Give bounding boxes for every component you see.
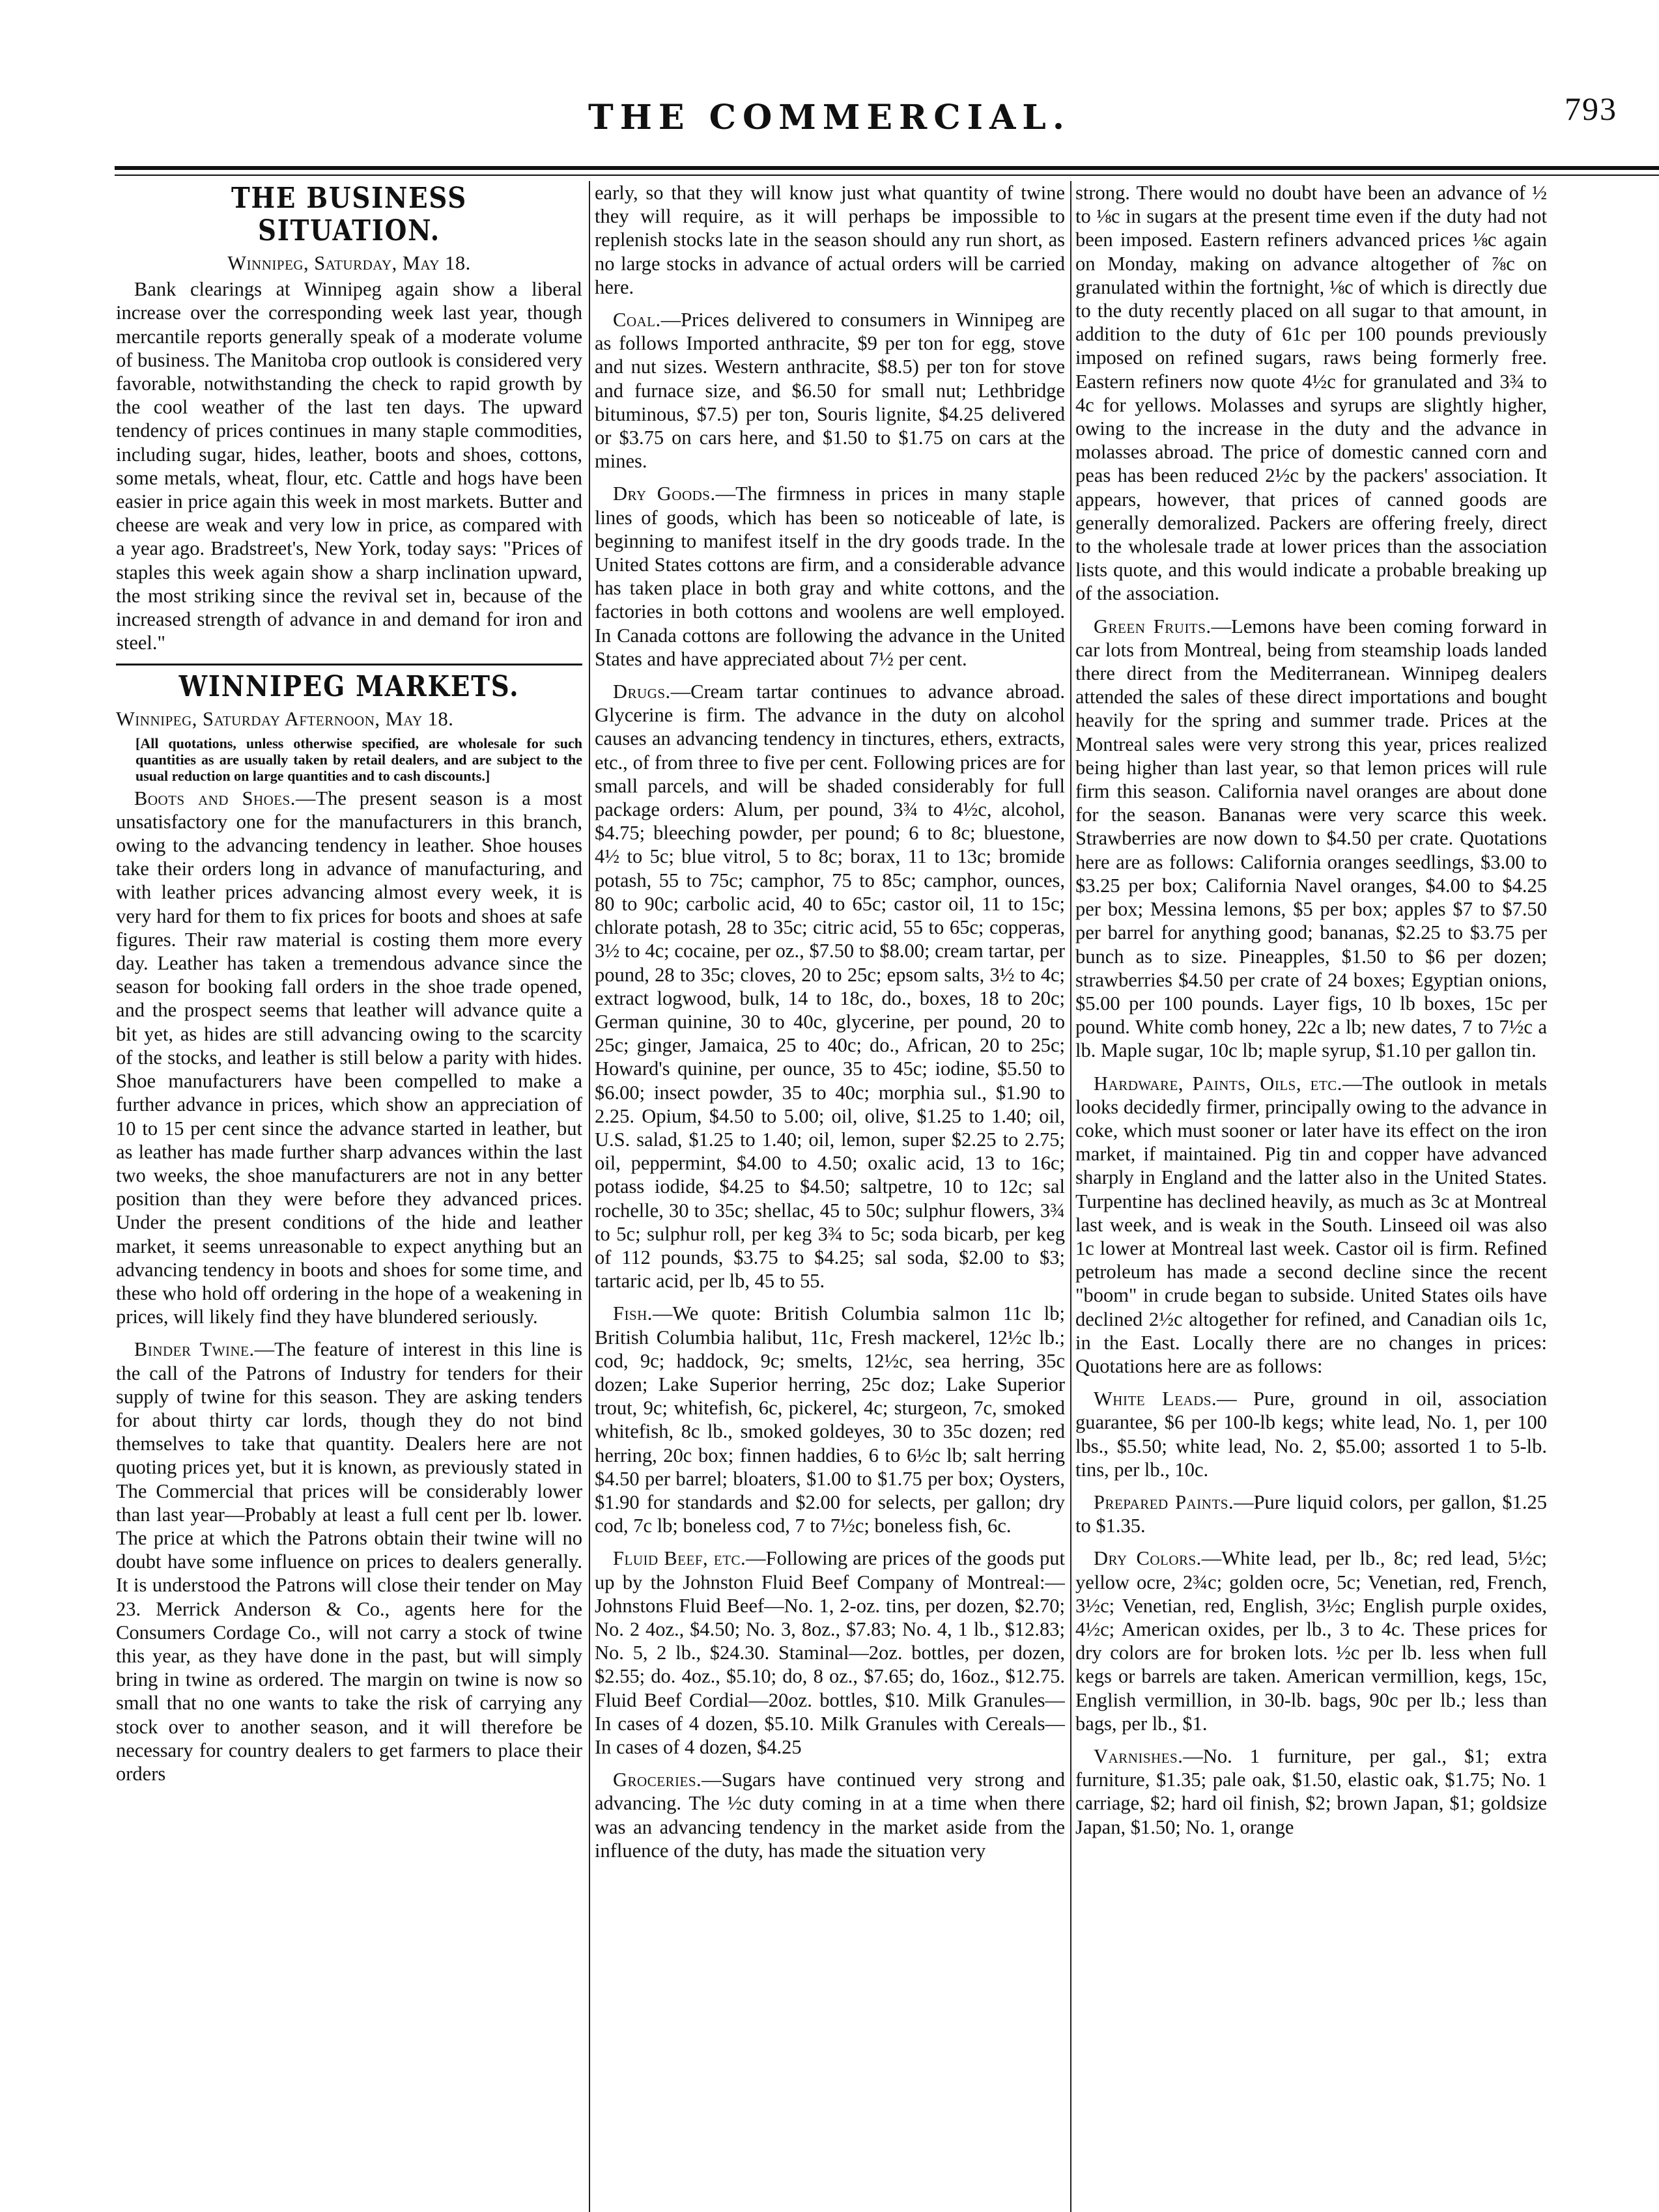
masthead-rule	[115, 166, 1659, 170]
masthead	[0, 91, 1659, 143]
section-heading: WINNIPEG MARKETS.	[178, 670, 520, 704]
market-item	[595, 1302, 1065, 1537]
dateline: Winnipeg, Saturday, May 18.	[227, 252, 471, 274]
item-label: Binder Twine.	[134, 1338, 255, 1361]
market-item	[1075, 1491, 1547, 1537]
item-text: —Pure liquid colors, per gallon, $1.25 to $1.35.	[1075, 1491, 1547, 1537]
item-label: Prepared Paints.	[1094, 1491, 1234, 1513]
article-paragraph: Bank clearings at Winnipeg again show a liberal increase over the corresponding week last year, though mercantile reports generally speak of a moderate volume of business. The Manitoba crop outlook is considered very favorable, notwithstanding the check to rapid growth by the cool weather of the last ten days. The upward tendency of prices continues in many staple commodities, including sugar, hides, leather, boots and shoes, cottons, some metals, wheat, flour, etc. Cattle and hogs have been easier in price again this week in most markets. Butter and cheese are weak and very low in price, as compared with a year ago. Bradstreet's, New York, today says: "Prices of staples this week again show a sharp inclination upward, the most striking since the revival set in, because of the increased strength of advance in and demand for iron and steel."	[116, 278, 582, 654]
item-text: —The firmness in prices in many staple lines of goods, which has been so noticeable of late, is beginning to manifest itself in the dry goods trade. In the United States cottons are firm, and a considerable advance has taken place in both gray and white cottons, and the factories in both cottons and woolens are well employed. In Canada cottons are following the advance in the United States and have appreciated about 7½ per cent.	[595, 483, 1065, 670]
item-text: —Cream tartar continues to advance abroad. Glycerine is firm. The advance in the duty on alcohol causes an advancing tendency in tinctures, ethers, extracts, etc., of from three to five per cent. Following prices are for small parcels, and will be shaded considerably for full package orders: Alum, per pound, 3¾ to 4½c, alcohol, $4.75; bleeching powder, per pound; 6 to 8c; bluestone, 4½ to 5c; blue vitrol, 5 to 8c; borax, 11 to 13c; bromide potash, 55 to 75c; camphor, 75 to 85c; camphor, ounces, 80 to 90c; carbolic acid, 40 to 65c; castor oil, 11 to 15c; chlorate potash, 28 to 35c; citric acid, 55 to 65c; copperas, 3½ to 4c; cocaine, per oz., $7.50 to $8.00; cream tartar, per pound, 28 to 35c; cloves, 20 to 25c; epsom salts, 3½ to 4c; extract logwood, bulk, 14 to 18c, do., boxes, 18 to 20c; German quinine, 30 to 40c, glycerine, per pound, 20 to 25c; ginger, Jamaica, 25 to 40c; do., African, 20 to 25c; Howard's quinine, per ounce, 35 to 45c; iodine, $5.50 to $6.00; insect powder, 35 to 40c; morphia sul., $1.90 to 2.25. Opium, $4.50 to 5.00; oil, olive, $1.25 to 1.40; oil, U.S. salad, $1.25 to 1.40; oil, lemon, super $2.25 to 2.75; oil, peppermint, $4.00 to 4.50; oxalic acid, 13 to 16c; potass iodide, $4.25 to $4.50; saltpetre, 10 to 12c; sal rochelle, 30 to 35c; shellac, 45 to 50c; sulphur flowers, 3¾ to 5c; sulphur roll, per keg 3¾ to 5c; soda bicarb, per keg of 112 pounds, $3.75 to $4.25; sal soda, $2.00 to $3; tartaric acid, per lb, 45 to 55.	[595, 680, 1065, 1293]
item-label: Groceries.	[613, 1769, 702, 1791]
market-item	[595, 1768, 1065, 1862]
item-text: —The present season is a most unsatisfactory one for the manufacturers in this branch, owing to the advancing tendency in leather. Shoe houses take their orders long in advance of manufacturing, and with leather prices advancing almost every week, it is very hard for them to fix prices for boots and shoes at safe figures. Their raw material is costing them more every day. Leather has taken a tremendous advance since the season for booking fall orders in the shoe trade opened, and the prospect seems that leather will advance quite a bit yet, as hides are still advancing owing to the scarcity of the stocks, and leather is still below a parity with hides. Shoe manufacturers have been compelled to make a further advance in prices, which show an appreciation of 10 to 15 per cent since the advance started in leather, but as leather has made further sharp advances within the last two weeks, the shoe manufacturers are not in any better position than they were before they advanced prices. Under the present conditions of the hide and leather market, it seems unreasonable to expect anything but an advancing tendency in boots and shoes for some time, and these who hold off ordering in the hope of a weakening in prices, will likely find they have blundered seriously.	[116, 787, 582, 1328]
item-label: Drugs.	[613, 680, 671, 703]
item-label: Fluid Beef, etc.	[613, 1547, 746, 1570]
market-item	[1075, 1072, 1547, 1379]
item-text: —Lemons have been coming forward in car lots from Montreal, being from steamship loads landed there direct from the Mediterranean. Winnipeg dealers attended the sales of these direct importations and bought heavily for the spring and summer trade. Prices at the Montreal sales were very strong this year, prices realized being higher than last year, so that lemon prices will rule firm this season. California navel oranges are about done for the season. Bananas were very scarce this week. Strawberries are now down to $4.50 per crate. Quotations here are as follows: California oranges seedlings, $3.00 to $3.25 per box; California Navel oranges, $4.00 to $4.25 per box; Messina lemons, $5 per box; apples $7 to $7.50 per barrel for anything good; bananas, $2.25 to $3.75 per bunch as to size. Pineapples, $1.50 to $6 per dozen; strawberries $4.50 per crate of 24 boxes; Egyptian onions, $5.00 per 100 pounds. Layer figs, 10 lb boxes, 15c per pound. White comb honey, 22c a lb; new dates, 7 to 7½c a lb. Maple sugar, 10c lb; maple syrup, $1.10 per gallon tin.	[1075, 615, 1547, 1062]
market-item	[595, 680, 1065, 1293]
market-item	[595, 308, 1065, 473]
market-item	[1075, 615, 1547, 1063]
column-divider	[1070, 181, 1071, 2212]
column-2	[595, 181, 1065, 2212]
masthead-title: THE COMMERCIAL.	[588, 98, 1071, 137]
column-divider	[589, 181, 590, 2212]
market-item	[116, 1337, 582, 1785]
page-number: 793	[1565, 91, 1617, 127]
column-1	[116, 181, 582, 2212]
item-text: —We quote: British Columbia salmon 11c lb; British Columbia halibut, 11c, Fresh mackerel, 12½c lb.; cod, 9c; haddock, 9c; smelts, 12½c, sea herring, 35c dozen; Lake Superior herring, 25c doz; Lake Superior trout, 9c; whitefish, 6c, pickerel, 4c; sturgeon, 7c, smoked whitefish, 8c lb., smoked goldeyes, 30 to 35c dozen; red herring, 20c box; finnen haddies, 6 to 6½c lb; salt herring $4.50 per barrel; bloaters, $1.00 to $1.75 per box; Oysters, $1.90 for standards and $2.00 for selects, per gallon; dry cod, 7c lb; boneless cod, 7 to 7½c; boneless fish, 6c.	[595, 1302, 1065, 1537]
item-text: —Following are prices of the goods put up by the Johnston Fluid Beef Company of Montreal:—Johnstons Fluid Beef—No. 1, 2-oz. tins, per dozen, $2.70; No. 2 4oz., $4.50; No. 3, 8oz., $7.83; No. 4, 1 lb., $12.83; No. 5, 2 lb., $24.30. Staminal—2oz. bottles, per dozen, $2.55; do. 4oz., $5.10; do, 8 oz., $7.65; do, 16oz., $12.75. Fluid Beef Cordial—20oz. bottles, $10. Milk Granules—In cases of 4 dozen, $5.10. Milk Granules with Cereals—In cases of 4 dozen, $4.25	[595, 1547, 1065, 1758]
item-text: —No. 1 furniture, per gal., $1; extra furniture, $1.35; pale oak, $1.50, elastic oak, $1.75; No. 1 carriage, $2; hard oil finish, $2; brown Japan, $1; goldsize Japan, $1.50; No. 1, orange	[1075, 1745, 1547, 1838]
market-item	[1075, 1547, 1547, 1735]
market-item	[116, 787, 582, 1329]
article-continuation: strong. There would no doubt have been an advance of ½ to ⅛c in sugars at the present time even if the duty had not been imposed. Eastern refiners advanced prices ⅛c again on Monday, making on advance altogether of ⅞c on granulated within the fortnight, ⅛c of which is directly due to the duty recently placed on all sugar to that amount, in addition to the duty of 61c per 100 pounds previously imposed on refined sugars, raws being formerly free. Eastern refiners now quote 4½c for granulated and 3¾ to 4c for yellows. Molasses and syrups are slightly higher, owing to the increase in the duty and the advance in molasses abroad. The price of domestic canned corn and peas has been reduced 2½c by the packers' association. It appears, however, that prices of canned goods are generally demoralized. Packers are offering freely, direct to the wholesale trade at lower prices than the association lists quote, and this would indicate a probable breaking up of the association.	[1075, 182, 1547, 605]
item-label: Boots and Shoes.	[134, 787, 296, 809]
market-item	[595, 1547, 1065, 1759]
item-text: —The feature of interest in this line is the call of the Patrons of Industry for tenders for their supply of twine for this season. They are asking tenders for about thirty car lords, though they do not bind themselves to take that quantity. Dealers here are not quoting prices yet, but it is known, as previously stated in The Commercial that prices will be considerably lower than last year—Probably at least a full cent per lb. lower. The price at which the Patrons obtain their twine will no doubt have some influence on prices to dealers generally. It is understood the Patrons will close their tender on May 23. Merrick Anderson & Co., agents here for the Consumers Cordage Co., will not carry a stock of twine this year, as they have done in the past, but will simply bring in twine as ordered. The margin on twine is now so small that no one wants to take the risk of carrying any stock over to another season, and it will therefore be necessary for country dealers to get farmers to place their orders	[116, 1338, 582, 1785]
item-label: Fish.	[613, 1302, 653, 1325]
item-label: Coal.	[613, 309, 661, 331]
column-3	[1075, 181, 1547, 2212]
item-label: White Leads.	[1094, 1388, 1217, 1410]
market-item	[1075, 1387, 1547, 1481]
item-text: —The outlook in metals looks decidedly firmer, principally owing to the advance in coke, which must sooner or later have its effect on the iron market, if maintained. Pig tin and copper have advanced sharply in England and the latter also in the United States. Turpentine has declined heavily, as much as 3c at Montreal last week, and is weak in the South. Linseed oil was also 1c lower at Montreal last week. Castor oil is firm. Refined petroleum has made a second decline since the recent "boom" in crude began to subside. United States oils have declined 2½c altogether for refined, and Canadian oils 1c, in the East. Locally there are no changes in prices: Quotations here are as follows:	[1075, 1072, 1547, 1377]
article-continuation: early, so that they will know just what quantity of twine they will require, as it will perhaps be impossible to replenish stocks late in the season should any run short, as no large stocks in advance of actual orders will be carried here.	[595, 182, 1065, 298]
item-label: Green Fruits.	[1094, 615, 1212, 637]
item-text: —Prices delivered to consumers in Winnipeg are as follows Imported anthracite, $9 per ton for egg, stove and nut sizes. Western anthracite, $8.5) per ton for stove and furnace size, and $6.50 for small nut; Lethbridge bituminous, $7.5) per ton, Souris lignite, $4.25 delivered or $3.75 on cars here, and $1.50 to $1.75 on cars at the mines.	[595, 309, 1065, 473]
dateline: Winnipeg, Saturday Afternoon, May 18.	[116, 708, 454, 731]
item-text: —White lead, per lb., 8c; red lead, 5½c; yellow ocre, 2¾c; golden ocre, 5c; Venetian, red, French, 3½c; Venetian, red, English, 3½c; English purple oxides, 4½c; American oxides, per lb., 3 to 4c. These prices for dry colors are for broken lots. ½c per lb. less when full kegs or barrels are taken. American vermillion, kegs, 15c, English vermillion, in 30-lb. bags, 90c per lb.; less than bags, per lb., $1.	[1075, 1547, 1547, 1735]
quotation-note: [All quotations, unless otherwise specified, are wholesale for such quantities as are usually taken by retail dealers, and are subject to the usual reduction on large quantities and to cash discounts.]	[135, 735, 582, 784]
item-text: — Pure, ground in oil, association guarantee, $6 per 100-lb kegs; white lead, No. 1, per 100 lbs., $5.50; white lead, No. 2, $5.00; assorted 1 to 5-lb. tins, per lb., 10c.	[1075, 1388, 1547, 1481]
market-item	[1075, 1744, 1547, 1839]
item-label: Dry Goods.	[613, 483, 716, 505]
section-rule	[116, 664, 582, 665]
item-label: Dry Colors.	[1094, 1547, 1202, 1570]
masthead-rule-thin	[115, 175, 1659, 176]
item-label: Varnishes.	[1094, 1745, 1184, 1767]
market-item	[595, 482, 1065, 671]
section-heading: THE BUSINESS SITUATION.	[231, 182, 468, 247]
item-label: Hardware, Paints, Oils, etc.	[1094, 1072, 1342, 1095]
item-text: —Sugars have continued very strong and advancing. The ½c duty coming in at a time when there was an advancing tendency in the market aside from the influence of the duty, has made the situation very	[595, 1769, 1065, 1862]
